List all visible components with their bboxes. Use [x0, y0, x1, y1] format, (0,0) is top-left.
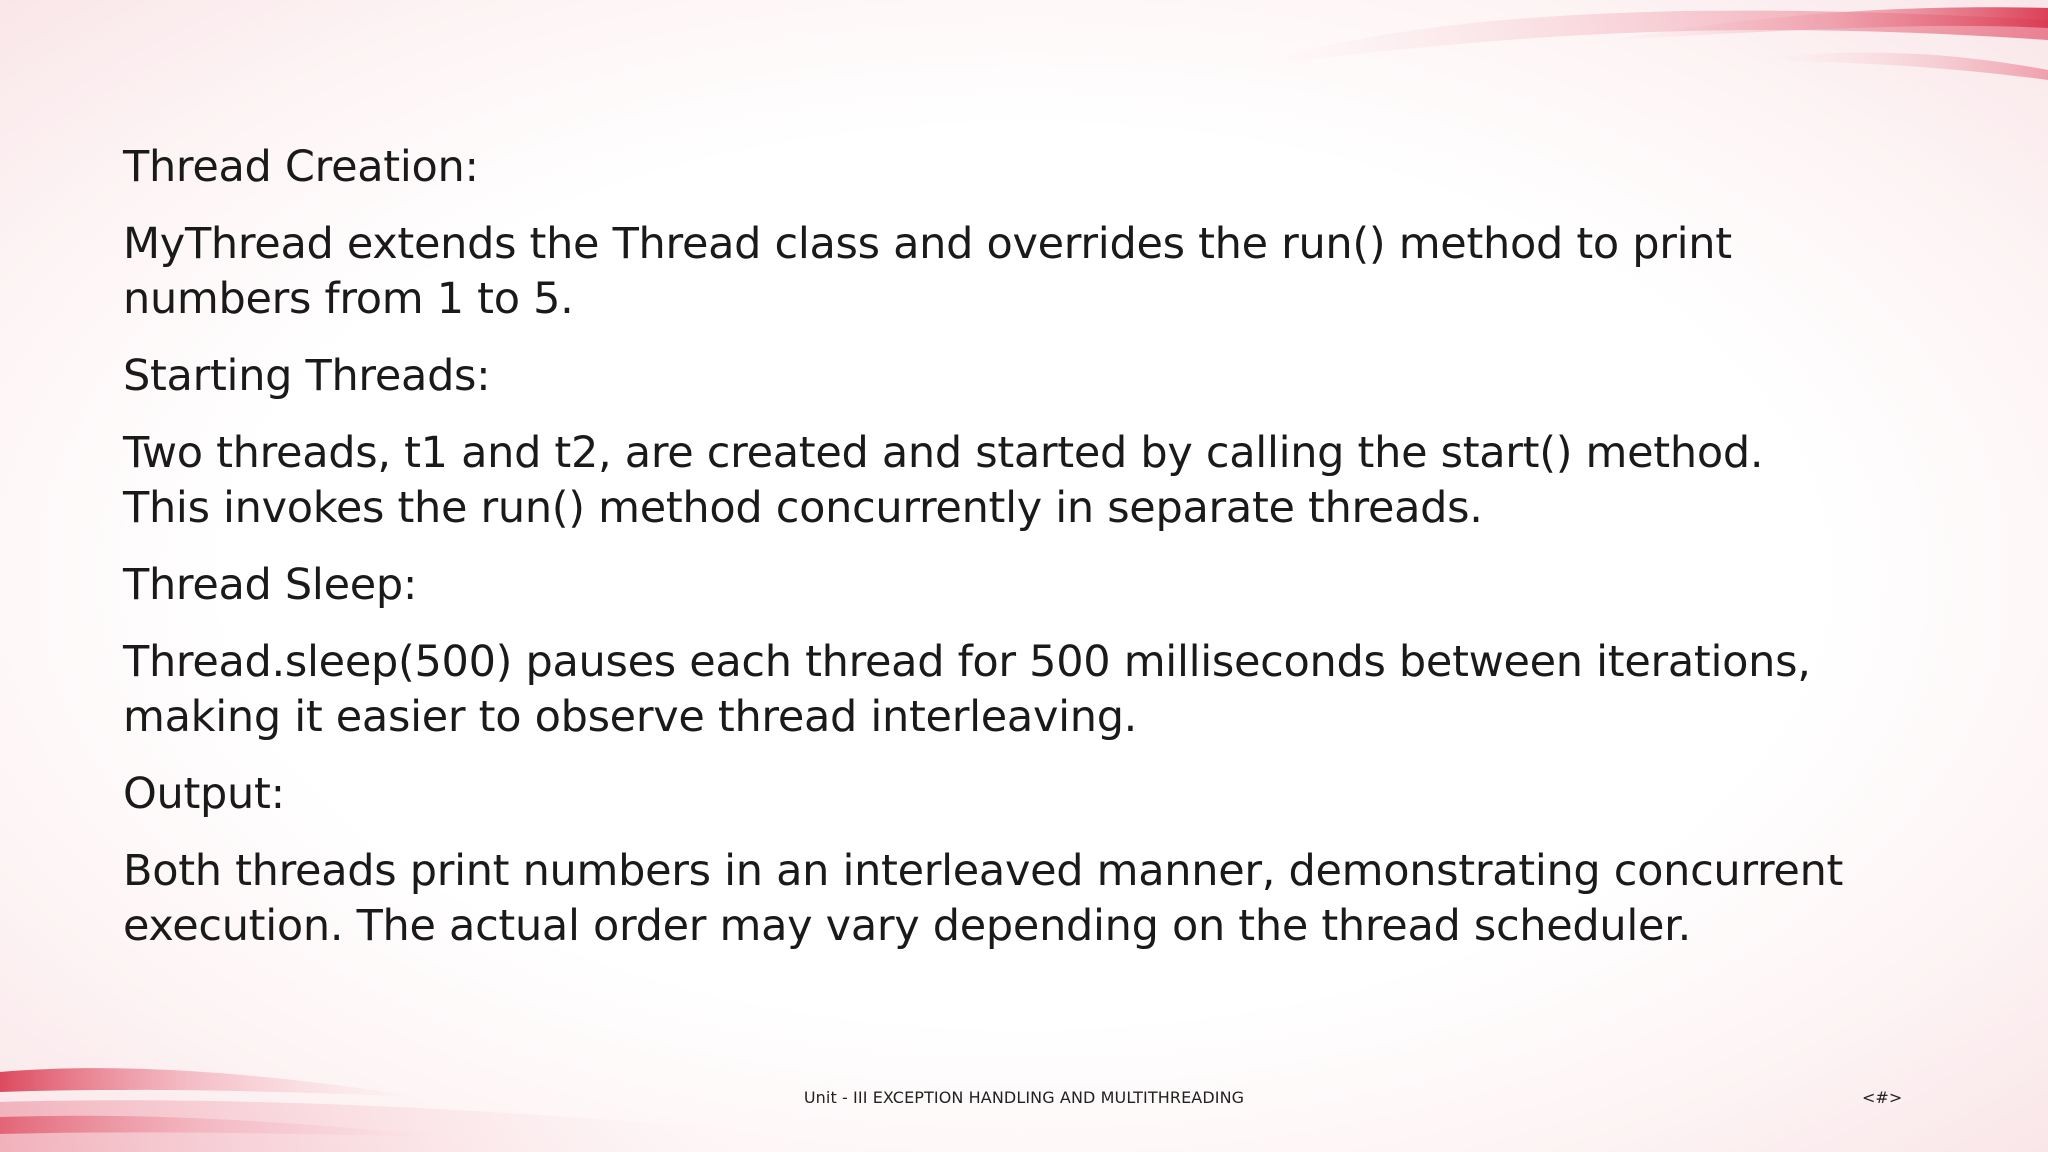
- heading-output: Output:: [123, 769, 285, 819]
- paragraph-output: Both threads print numbers in an interleaved manner, demonstrating concurrent execution. The actual order may vary depending on the thread scheduler.: [123, 846, 1844, 951]
- footer-title: Unit - III EXCEPTION HANDLING AND MULTITHREADING: [803, 1088, 1245, 1107]
- page-number: <#>: [1862, 1088, 1903, 1107]
- heading-thread-creation: Thread Creation:: [123, 142, 479, 192]
- paragraph-starting-threads: Two threads, t1 and t2, are created and started by calling the start() method. This invokes the run() method concurrently in separate threads.: [123, 428, 1764, 533]
- heading-starting-threads: Starting Threads:: [123, 351, 491, 401]
- slide-body: [123, 140, 1863, 976]
- decorative-swoosh-top-right: [1228, 0, 2048, 110]
- paragraph-thread-sleep: Thread.sleep(500) pauses each thread for 500 milliseconds between iterations, making it easier to observe thread interleaving.: [123, 637, 1811, 742]
- paragraph-thread-creation: MyThread extends the Thread class and overrides the run() method to print numbers from 1 to 5.: [123, 219, 1732, 324]
- heading-thread-sleep: Thread Sleep:: [123, 560, 418, 610]
